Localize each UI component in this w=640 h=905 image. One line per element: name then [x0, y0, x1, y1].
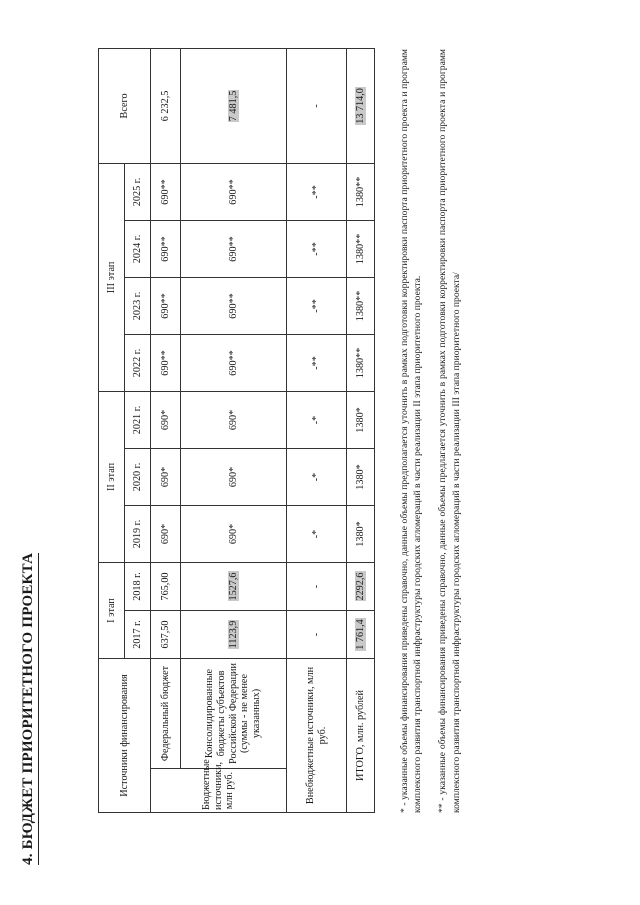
highlighted-value: 2292,6 [354, 572, 366, 601]
table-cell: 765,00 [151, 562, 181, 610]
table-cell: -** [287, 163, 347, 220]
table-cell: 690* [181, 391, 287, 448]
total-cell: - [287, 48, 347, 163]
table-cell: -* [287, 505, 347, 562]
highlighted-value: 13 714,0 [354, 88, 366, 124]
header-stage-2: II этап [99, 391, 125, 562]
header-sources: Источники финансирования [99, 659, 151, 813]
table-cell [347, 611, 375, 659]
row-label: Внебюджетные источники, млн руб. [287, 659, 347, 813]
table-cell: - [287, 562, 347, 610]
table-cell [181, 611, 287, 659]
table-cell: -** [287, 277, 347, 334]
year-header: 2019 г. [125, 505, 151, 562]
total-cell [181, 48, 287, 163]
table-cell: 690** [181, 277, 287, 334]
table-cell: -** [287, 220, 347, 277]
highlighted-value: 1 761,4 [354, 619, 366, 650]
total-cell: 6 232,5 [151, 48, 181, 163]
table-cell: 690* [181, 505, 287, 562]
table-cell: 637,50 [151, 611, 181, 659]
table-cell: 690** [151, 163, 181, 220]
header-stage-3: III этап [99, 163, 125, 391]
highlighted-value: 1527,6 [227, 572, 239, 601]
year-header: 2017 г. [125, 611, 151, 659]
total-cell [347, 48, 375, 163]
table-cell: 690* [151, 391, 181, 448]
table-cell: 690* [181, 448, 287, 505]
footnotes [398, 49, 475, 813]
year-header: 2021 г. [125, 391, 151, 448]
year-header: 2022 г. [125, 334, 151, 391]
row-label: Федеральный бюджет [151, 659, 181, 769]
year-header: 2024 г. [125, 220, 151, 277]
year-header: 2018 г. [125, 562, 151, 610]
year-header: 2023 г. [125, 277, 151, 334]
table-cell: 690** [151, 334, 181, 391]
highlighted-value: 1123,9 [227, 620, 239, 649]
year-header: 2020 г. [125, 448, 151, 505]
table-cell: -** [287, 334, 347, 391]
table-cell: 1380* [347, 448, 375, 505]
budget-group-label: Бюджетные источники, млн руб. [151, 769, 287, 813]
table-cell: 1380* [347, 505, 375, 562]
table-cell: -* [287, 448, 347, 505]
table-cell: 1380** [347, 163, 375, 220]
section-heading: 4. БЮДЖЕТ ПРИОРИТЕТНОГО ПРОЕКТА [20, 553, 39, 865]
table-cell: 690** [151, 277, 181, 334]
table-cell: 690* [151, 448, 181, 505]
table-cell [181, 562, 287, 610]
row-label: Консолидированные бюджеты субъектов Российской Федерации (суммы - не менее указанных) [181, 659, 287, 769]
table-cell [347, 562, 375, 610]
table-cell: 1380* [347, 391, 375, 448]
table-cell: 690** [181, 220, 287, 277]
row-label: ИТОГО, млн. рублей [347, 659, 375, 813]
table-cell: 690** [151, 220, 181, 277]
table-cell: 1380** [347, 220, 375, 277]
header-stage-1: I этап [99, 562, 125, 658]
table-cell: 690** [181, 334, 287, 391]
year-header: 2025 г. [125, 163, 151, 220]
footnote-stage-2: * - указанные объемы финансирования приведены справочно, данные объемы предполагается уточнить в рамках подготовки корректировки паспорта приоритетного проекта и программ комплексного развития транспортной инфраструктуры городских агломераций в части реализации II этапа приоритетного проекта. [399, 49, 424, 813]
table-cell: - [287, 611, 347, 659]
footnote-stage-3: ** - указанные объемы финансирования приведены справочно, данные объемы предлагается уточнить в рамках подготовки корректировки паспорта приоритетного проекта и программ комплексного развития транспортной инфраструктуры городских агломераций в части реализации III этапа приоритетного проекта/ [437, 49, 462, 813]
header-total: Всего [99, 48, 151, 163]
table-cell: 690** [181, 163, 287, 220]
table-cell: 1380** [347, 334, 375, 391]
table-cell: 1380** [347, 277, 375, 334]
budget-table [98, 48, 375, 813]
table-cell: 690* [151, 505, 181, 562]
highlighted-value: 7 481,5 [227, 90, 239, 122]
table-cell: -* [287, 391, 347, 448]
